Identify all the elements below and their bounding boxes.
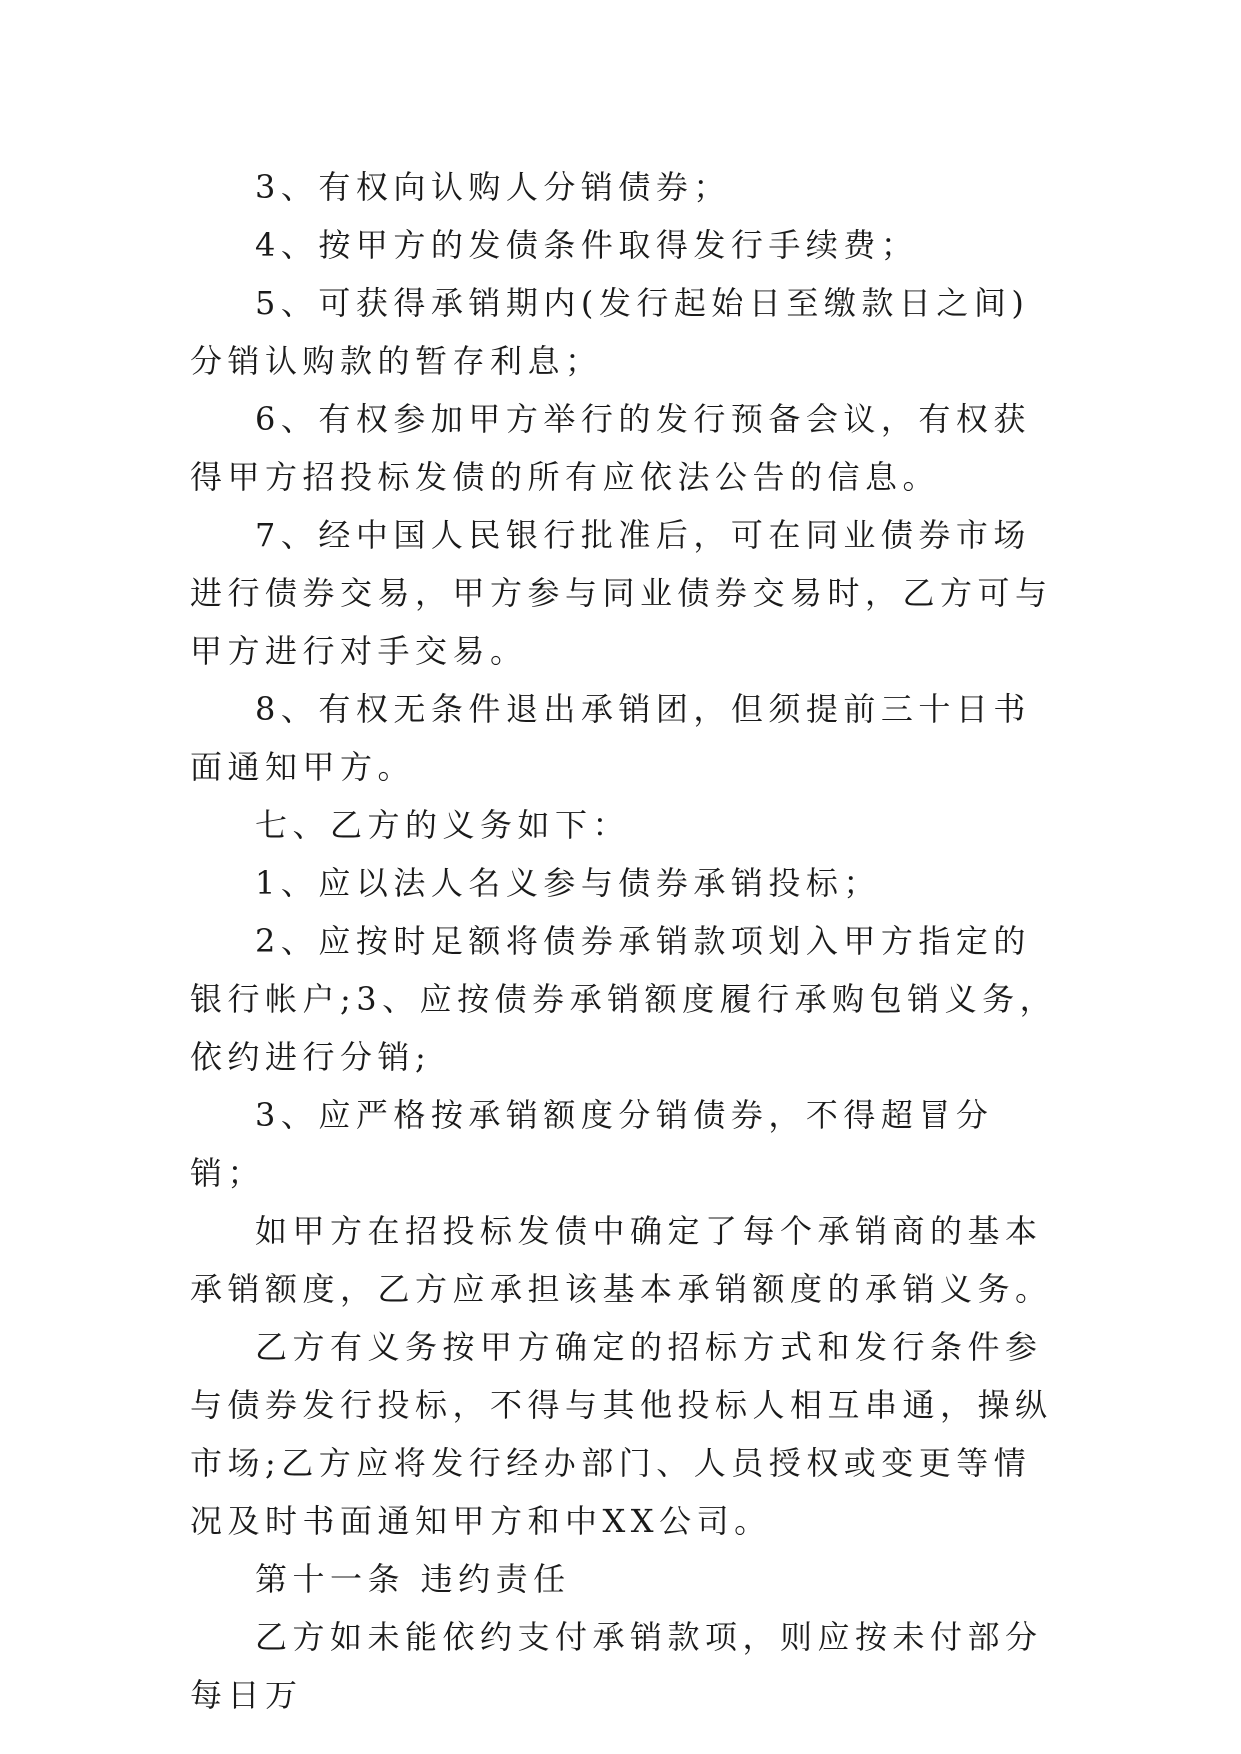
paragraph-right-8: 8、有权无条件退出承销团，但须提前三十日书面通知甲方。 xyxy=(190,690,1031,786)
paragraph-obligation-2: 2、应按时足额将债券承销款项划入甲方指定的银行帐户;3、应按债券承销额度履行承购包销义务，依约进行分销; xyxy=(190,922,1058,1076)
paragraph-right-7: 7、经中国人民银行批准后，可在同业债券市场进行债券交易，甲方参与同业债券交易时，乙方可与甲方进行对手交易。 xyxy=(190,516,1053,670)
paragraph-right-3: 3、有权向认购人分销债券； xyxy=(255,168,731,206)
article-heading-liability: 第十一条 违约责任 xyxy=(255,1560,571,1598)
paragraph-right-4: 4、按甲方的发债条件取得发行手续费； xyxy=(255,226,919,264)
section-heading-obligations: 七、乙方的义务如下： xyxy=(255,806,631,844)
paragraph-base-quota: 如甲方在招投标发债中确定了每个承销商的基本承销额度，乙方应承担该基本承销额度的承销义务。 xyxy=(190,1212,1053,1308)
document-body xyxy=(190,158,1060,1724)
paragraph-right-6: 6、有权参加甲方举行的发行预备会议，有权获得甲方招投标发债的所有应依法公告的信息。 xyxy=(190,400,1031,496)
paragraph-obligation-1: 1、应以法人名义参与债券承销投标； xyxy=(255,864,881,902)
paragraph-obligation-3: 3、应严格按承销额度分销债券，不得超冒分销； xyxy=(190,1096,994,1192)
paragraph-bidding-duty: 乙方有义务按甲方确定的招标方式和发行条件参与债券发行投标，不得与其他投标人相互串通，操纵市场;乙方应将发行经办部门、人员授权或变更等情况及时书面通知甲方和中XX公司。 xyxy=(190,1328,1053,1540)
paragraph-liability: 乙方如未能依约支付承销款项，则应按未付部分每日万 xyxy=(190,1618,1043,1714)
paragraph-right-5: 5、可获得承销期内(发行起始日至缴款日之间)分销认购款的暂存利息； xyxy=(190,284,1030,380)
